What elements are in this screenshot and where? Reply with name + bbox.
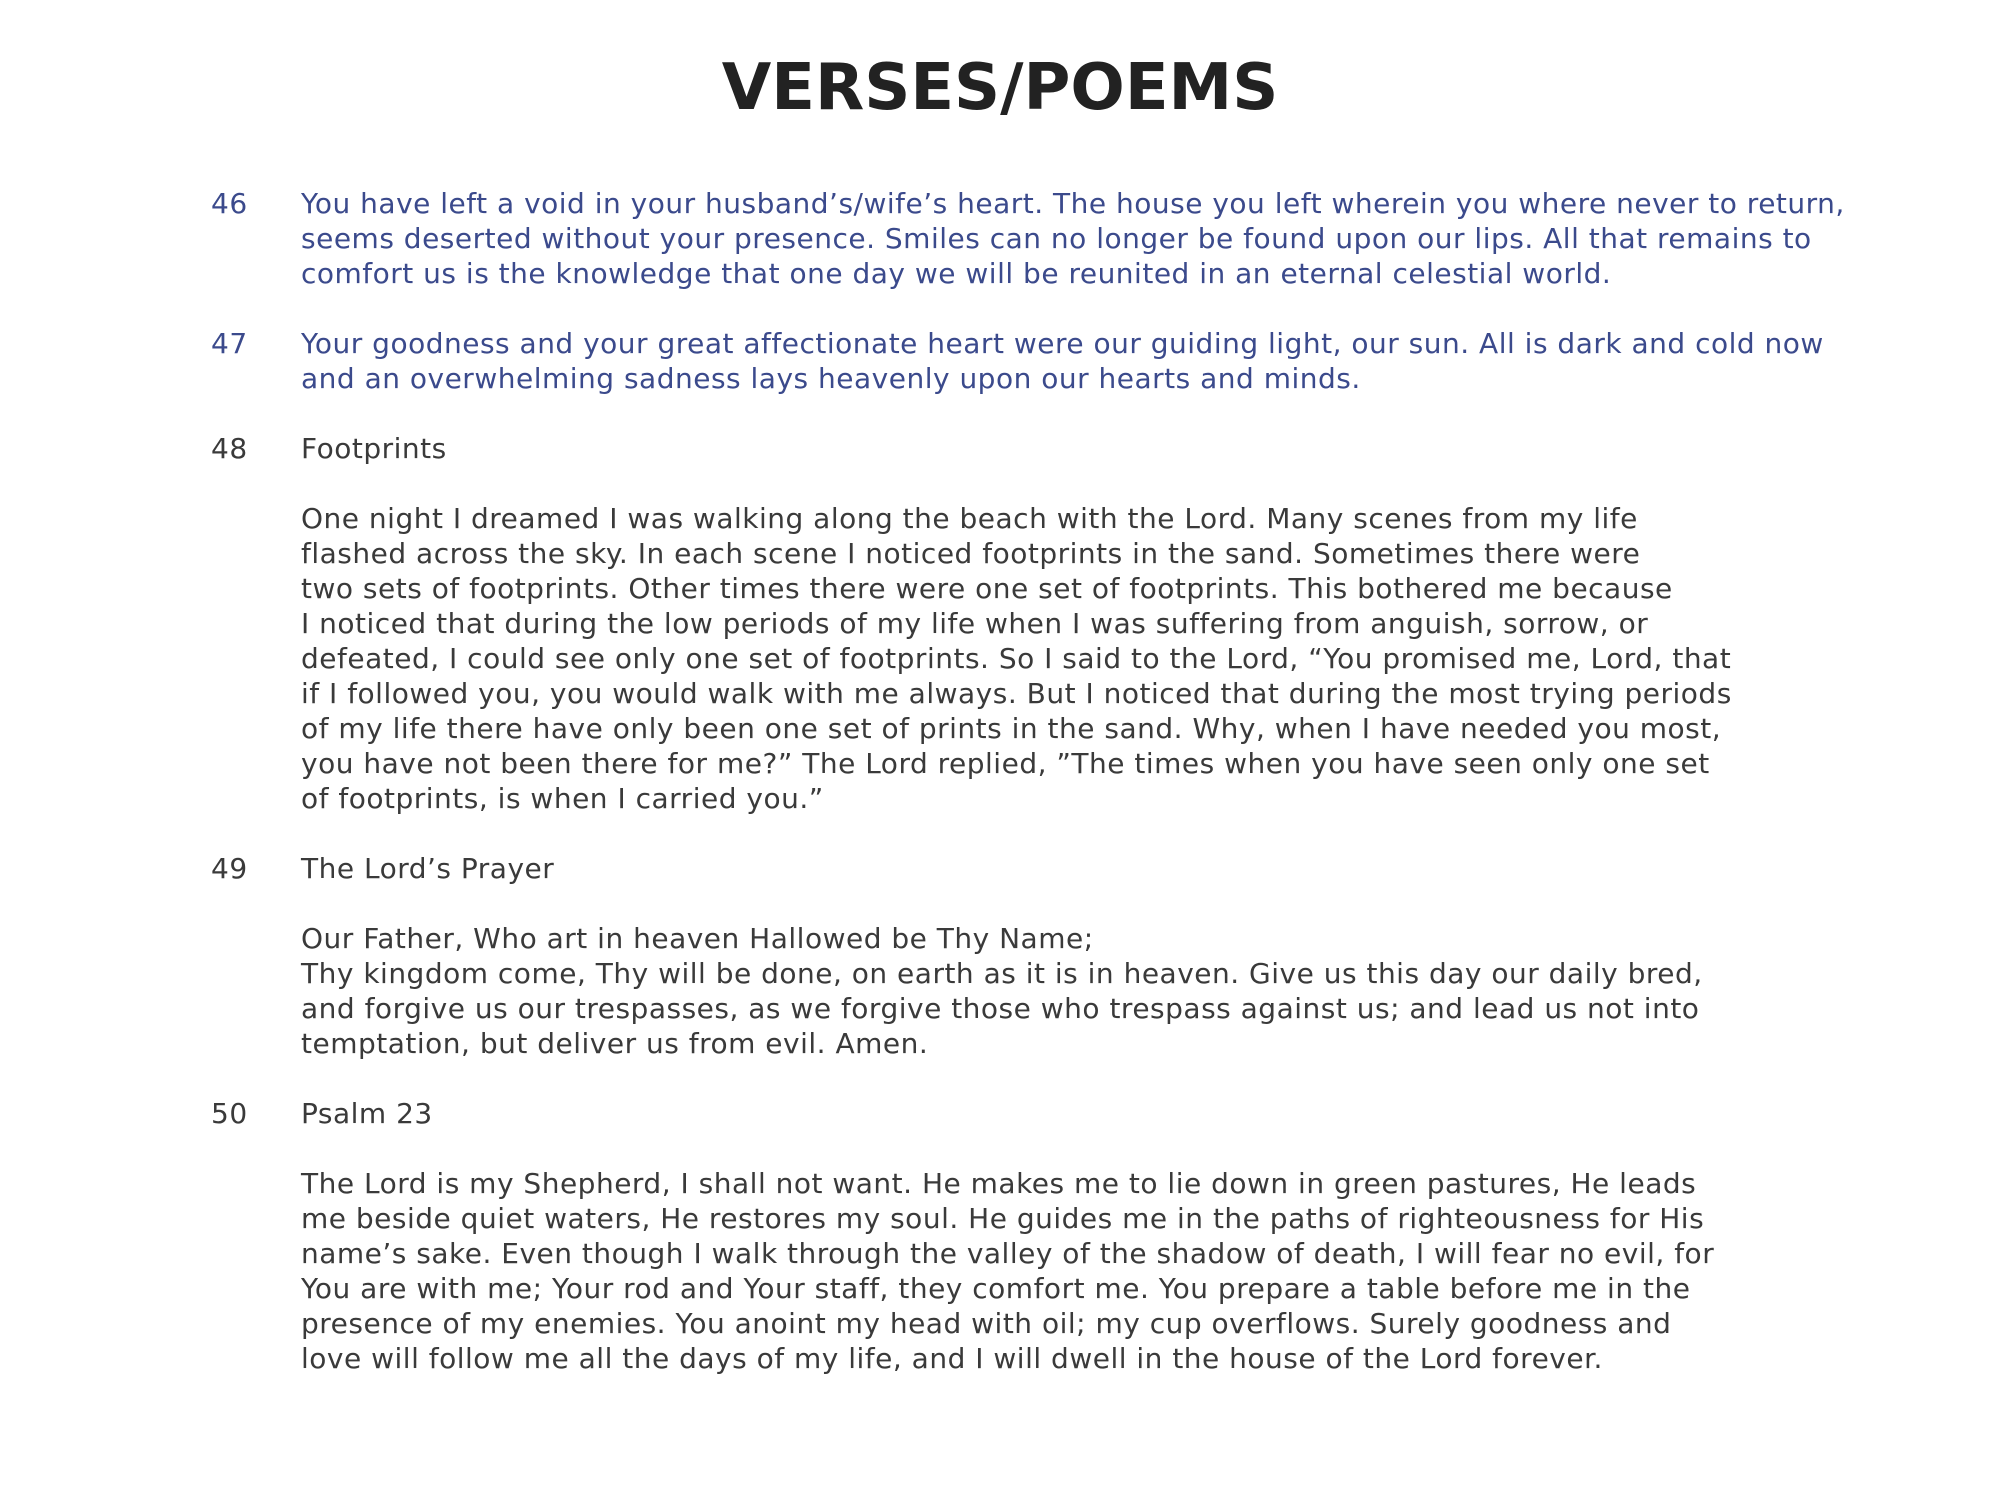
verse-line: defeated, I could see only one set of footprints. So I said to the Lord, “You promised me, Lord, that <box>301 642 1732 675</box>
page-title: VERSES/POEMS <box>721 51 1279 125</box>
verse-number: 49 <box>211 852 248 885</box>
verse-line: love will follow me all the days of my life, and I will dwell in the house of the Lord forever. <box>301 1342 1603 1375</box>
verse-entry-47 <box>211 326 1851 396</box>
verse-heading: The Lord’s Prayer <box>301 852 555 885</box>
verse-entry-46 <box>211 186 1851 291</box>
verse-line: temptation, but deliver us from evil. Amen. <box>301 1027 929 1060</box>
verse-line: One night I dreamed I was walking along the beach with the Lord. Many scenes from my life <box>301 502 1638 535</box>
verse-line: of footprints, is when I carried you.” <box>301 782 824 815</box>
verse-line: You have left a void in your husband’s/wife’s heart. The house you left wherein you where never to return, <box>301 187 1845 220</box>
verse-entry-49 <box>211 851 1851 1061</box>
verse-line: Thy kingdom come, Thy will be done, on earth as it is in heaven. Give us this day our daily bred, <box>301 957 1703 990</box>
verse-number: 47 <box>211 327 248 360</box>
verse-entry-48 <box>211 431 1851 816</box>
verse-line: if I followed you, you would walk with me always. But I noticed that during the most trying periods <box>301 677 1732 710</box>
verse-line: flashed across the sky. In each scene I noticed footprints in the sand. Sometimes there were <box>301 537 1641 570</box>
verse-entry-50 <box>211 1096 1851 1376</box>
verse-number: 48 <box>211 432 248 465</box>
verse-line: name’s sake. Even though I walk through the valley of the shadow of death, I will fear no evil, for <box>301 1237 1715 1270</box>
verse-heading: Footprints <box>301 432 447 465</box>
verse-line: and an overwhelming sadness lays heavenly upon our hearts and minds. <box>301 362 1361 395</box>
verse-line: and forgive us our trespasses, as we forgive those who trespass against us; and lead us not into <box>301 992 1700 1025</box>
verse-line: seems deserted without your presence. Smiles can no longer be found upon our lips. All that remains to <box>301 222 1812 255</box>
verse-line: I noticed that during the low periods of my life when I was suffering from anguish, sorrow, or <box>301 607 1649 640</box>
verse-heading: Psalm 23 <box>301 1097 433 1130</box>
verse-line: of my life there have only been one set of prints in the sand. Why, when I have needed you most, <box>301 712 1722 745</box>
verse-line: me beside quiet waters, He restores my soul. He guides me in the paths of righteousness for His <box>301 1202 1705 1235</box>
verse-line: Your goodness and your great affectionate heart were our guiding light, our sun. All is dark and cold now <box>301 327 1824 360</box>
verse-number: 46 <box>211 187 248 220</box>
verse-line: Our Father, Who art in heaven Hallowed be Thy Name; <box>301 922 1094 955</box>
verse-line: You are with me; Your rod and Your staff, they comfort me. You prepare a table before me in the <box>301 1272 1691 1305</box>
verse-line: presence of my enemies. You anoint my head with oil; my cup overflows. Surely goodness and <box>301 1307 1672 1340</box>
verse-line: two sets of footprints. Other times there were one set of footprints. This bothered me because <box>301 572 1673 605</box>
verse-list <box>211 186 1851 1411</box>
verse-line: comfort us is the knowledge that one day we will be reunited in an eternal celestial world. <box>301 257 1612 290</box>
verse-number: 50 <box>211 1097 248 1130</box>
verse-line: The Lord is my Shepherd, I shall not want. He makes me to lie down in green pastures, He leads <box>301 1167 1697 1200</box>
verse-line: you have not been there for me?” The Lord replied, ”The times when you have seen only one set <box>301 747 1710 780</box>
